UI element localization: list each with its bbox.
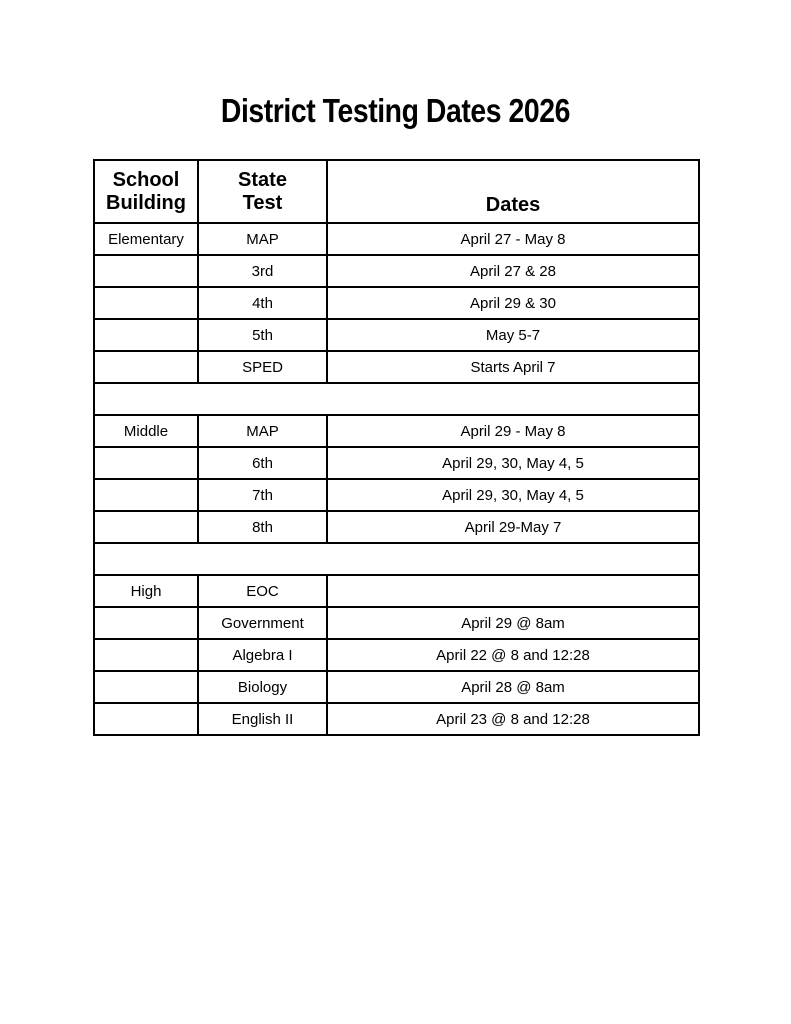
table-row <box>94 639 699 671</box>
table-row <box>94 415 699 447</box>
table-row <box>94 671 699 703</box>
dates-cell: April 29 - May 8 <box>327 415 699 447</box>
dates-cell: April 22 @ 8 and 12:28 <box>327 639 699 671</box>
dates-cell: April 27 & 28 <box>327 255 699 287</box>
test-cell: 5th <box>198 319 327 351</box>
building-cell <box>94 319 198 351</box>
dates-cell: May 5-7 <box>327 319 699 351</box>
test-cell: EOC <box>198 575 327 607</box>
test-cell: English II <box>198 703 327 735</box>
building-cell <box>94 479 198 511</box>
building-cell <box>94 511 198 543</box>
table-row <box>94 255 699 287</box>
test-cell: MAP <box>198 223 327 255</box>
building-cell: High <box>94 575 198 607</box>
table-row <box>94 223 699 255</box>
spacer-row <box>94 543 699 575</box>
table-row <box>94 287 699 319</box>
building-cell: Elementary <box>94 223 198 255</box>
dates-cell: April 29 @ 8am <box>327 607 699 639</box>
building-cell <box>94 671 198 703</box>
test-cell: Algebra I <box>198 639 327 671</box>
spacer-row <box>94 383 699 415</box>
dates-cell: April 28 @ 8am <box>327 671 699 703</box>
building-cell <box>94 447 198 479</box>
test-cell: Government <box>198 607 327 639</box>
test-cell: MAP <box>198 415 327 447</box>
table-row <box>94 351 699 383</box>
table-row <box>94 319 699 351</box>
column-header-dates: Dates <box>327 160 699 223</box>
table-row <box>94 479 699 511</box>
table-row <box>94 511 699 543</box>
dates-cell: April 23 @ 8 and 12:28 <box>327 703 699 735</box>
table-header-row <box>94 160 699 223</box>
test-cell: 4th <box>198 287 327 319</box>
test-cell: Biology <box>198 671 327 703</box>
building-cell <box>94 351 198 383</box>
dates-cell: April 29, 30, May 4, 5 <box>327 479 699 511</box>
building-cell: Middle <box>94 415 198 447</box>
test-cell: 8th <box>198 511 327 543</box>
testing-dates-table <box>93 159 700 736</box>
column-header-school-building: School Building <box>94 160 198 223</box>
building-cell <box>94 287 198 319</box>
building-cell <box>94 607 198 639</box>
test-cell: 3rd <box>198 255 327 287</box>
dates-cell: April 29, 30, May 4, 5 <box>327 447 699 479</box>
column-header-state-test: State Test <box>198 160 327 223</box>
table-row <box>94 607 699 639</box>
test-cell: 7th <box>198 479 327 511</box>
page-title: District Testing Dates 2026 <box>220 92 570 129</box>
building-cell <box>94 255 198 287</box>
dates-cell: April 29 & 30 <box>327 287 699 319</box>
dates-cell: April 27 - May 8 <box>327 223 699 255</box>
dates-cell: April 29-May 7 <box>327 511 699 543</box>
dates-cell <box>327 575 699 607</box>
table-row <box>94 447 699 479</box>
test-cell: 6th <box>198 447 327 479</box>
table-row <box>94 575 699 607</box>
dates-cell: Starts April 7 <box>327 351 699 383</box>
building-cell <box>94 703 198 735</box>
building-cell <box>94 639 198 671</box>
table-row <box>94 703 699 735</box>
test-cell: SPED <box>198 351 327 383</box>
